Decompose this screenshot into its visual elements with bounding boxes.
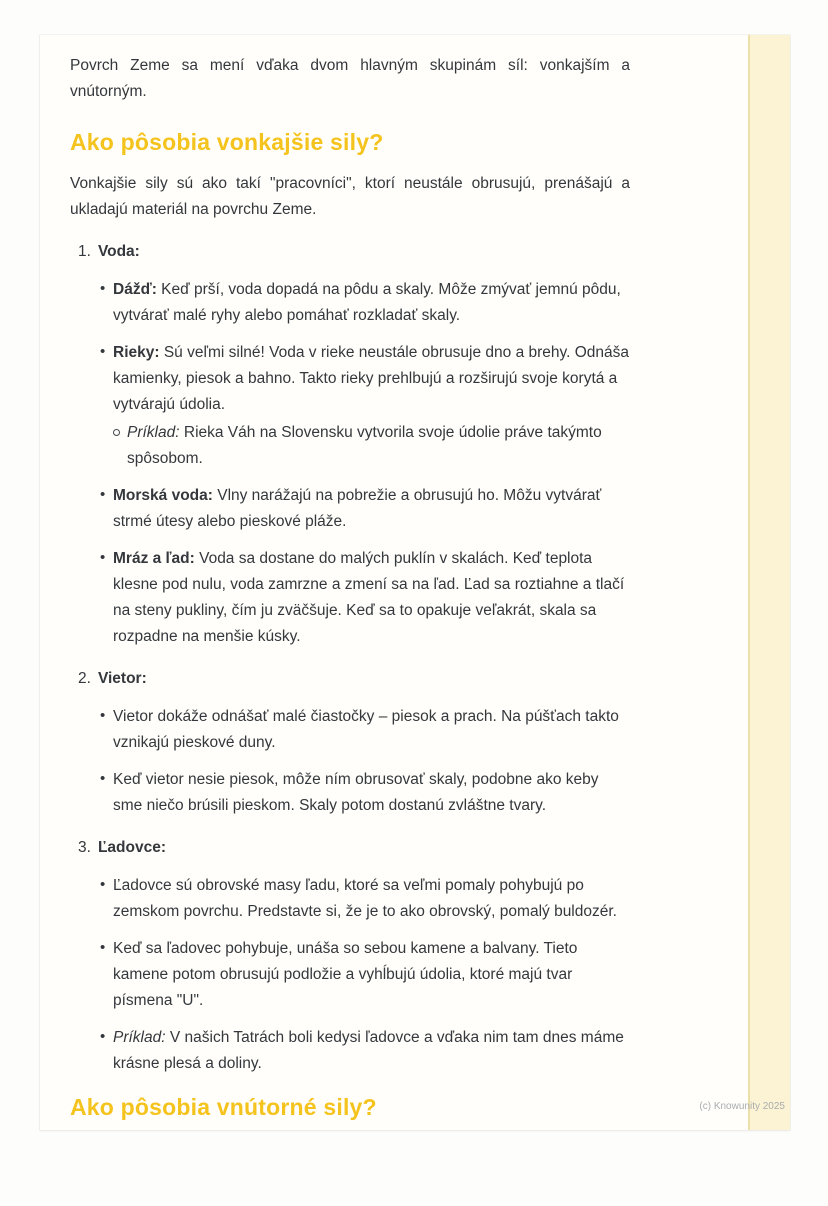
watermark: (c) Knowunity 2025 <box>699 1101 785 1112</box>
bullet-icon: • <box>100 707 106 724</box>
nested-list-item <box>113 420 630 472</box>
section-heading-external-forces: Ako pôsobia vonkajšie sily? <box>70 129 384 155</box>
list-item-text: Vietor dokáže odnášať malé čiastočky – piesok a prach. Na púšťach takto vznikajú pieskové duny. <box>113 708 619 751</box>
bullet-icon: • <box>100 486 106 503</box>
item-lead: Mráz a ľad: <box>113 550 195 567</box>
list-item <box>70 546 630 650</box>
list-item <box>70 767 630 819</box>
list-item-text: Príklad: V našich Tatrách boli kedysi ľadovce a vďaka nim tam dnes máme krásne plesá a doliny. <box>113 1029 624 1072</box>
paragraph-line: Vonkajšie sily sú ako takí "pracovníci", ktorí neustále obrusujú, prenášajú a <box>70 175 630 192</box>
group-number: 1. <box>78 243 91 260</box>
document-page <box>40 35 790 1130</box>
list-item <box>70 483 630 535</box>
group-title <box>70 239 630 265</box>
group-number: 2. <box>78 670 91 687</box>
bullet-list <box>70 873 630 1077</box>
bullet-icon: • <box>100 549 106 566</box>
item-lead: Príklad: <box>127 424 180 441</box>
bullet-list <box>70 704 630 819</box>
list-item-text: Mráz a ľad: Voda sa dostane do malých puklín v skalách. Keď teplota klesne pod nulu, voda zamrzne a zmení sa na ľad. Ľad sa roztiahne a tlačí na steny pukliny, čím ju zväčšuje. Keď sa to opakuje veľakrát, skala sa rozpadne na menšie kúsky. <box>113 550 625 645</box>
intro-paragraph <box>70 53 630 105</box>
bullet-icon: • <box>100 770 106 787</box>
group-title <box>70 666 630 692</box>
numbered-list <box>70 239 630 1077</box>
list-item-text: Keď vietor nesie piesok, môže ním obrusovať skaly, podobne ako keby sme niečo brúsili pieskom. Skaly potom dostanú zvláštne tvary. <box>113 771 599 814</box>
item-lead: Príklad: <box>113 1029 166 1046</box>
numbered-group <box>70 666 630 819</box>
list-item <box>70 340 630 472</box>
paragraph-line: Povrch Zeme sa mení vďaka dvom hlavným skupinám síl: vonkajším a <box>70 57 630 74</box>
group-number: 3. <box>78 839 91 856</box>
group-title <box>70 835 630 861</box>
list-item-text: Rieky: Sú veľmi silné! Voda v rieke neustále obrusuje dno a brehy. Odnáša kamienky, piesok a bahno. Takto rieky prehlbujú a rozširujú svoje korytá a vytvárajú údolia. <box>113 344 630 413</box>
group-name: Vietor: <box>97 670 147 687</box>
paragraph-line: ukladajú materiál na povrchu Zeme. <box>70 201 317 218</box>
list-item-text: Dážď: Keď prší, voda dopadá na pôdu a skaly. Môže zmývať jemnú pôdu, vytvárať malé ryhy alebo pomáhať rozkladať skaly. <box>113 281 621 324</box>
circle-bullet-icon <box>113 429 120 436</box>
bullet-icon: • <box>100 1028 106 1045</box>
nested-list <box>113 420 630 472</box>
page-content <box>40 35 630 1077</box>
bullet-icon: • <box>100 343 106 360</box>
item-lead: Rieky: <box>113 344 160 361</box>
list-item <box>70 936 630 1014</box>
list-item-text: Príklad: Rieka Váh na Slovensku vytvorila svoje údolie práve takýmto spôsobom. <box>127 424 602 467</box>
bullet-icon: • <box>100 280 106 297</box>
list-item <box>70 1025 630 1077</box>
group-name: Voda: <box>97 243 140 260</box>
item-lead: Morská voda: <box>113 487 213 504</box>
paragraph-line: vnútorným. <box>70 83 147 100</box>
item-lead: Dážď: <box>113 281 157 298</box>
bullet-list <box>70 277 630 650</box>
list-item-text: Morská voda: Vlny narážajú na pobrežie a obrusujú ho. Môžu vytvárať strmé útesy alebo pieskové pláže. <box>113 487 602 530</box>
list-item <box>70 704 630 756</box>
bullet-icon: • <box>100 939 106 956</box>
group-name: Ľadovce: <box>97 839 166 856</box>
numbered-group <box>70 239 630 650</box>
lead-paragraph <box>70 171 630 223</box>
bullet-icon: • <box>100 876 106 893</box>
section-heading-internal-forces: Ako pôsobia vnútorné sily? <box>70 1094 377 1120</box>
list-item <box>70 277 630 329</box>
numbered-group <box>70 835 630 1077</box>
list-item-text: Keď sa ľadovec pohybuje, unáša so sebou kamene a balvany. Tieto kamene potom obrusujú podložie a vyhĺbujú údolia, ktoré majú tvar písmena "U". <box>113 940 578 1009</box>
list-item-text: Ľadovce sú obrovské masy ľadu, ktoré sa veľmi pomaly pohybujú po zemskom povrchu. Predstavte si, že je to ako obrovský, pomalý buldozér. <box>113 877 617 920</box>
list-item <box>70 873 630 925</box>
page-accent-strip <box>748 35 790 1130</box>
